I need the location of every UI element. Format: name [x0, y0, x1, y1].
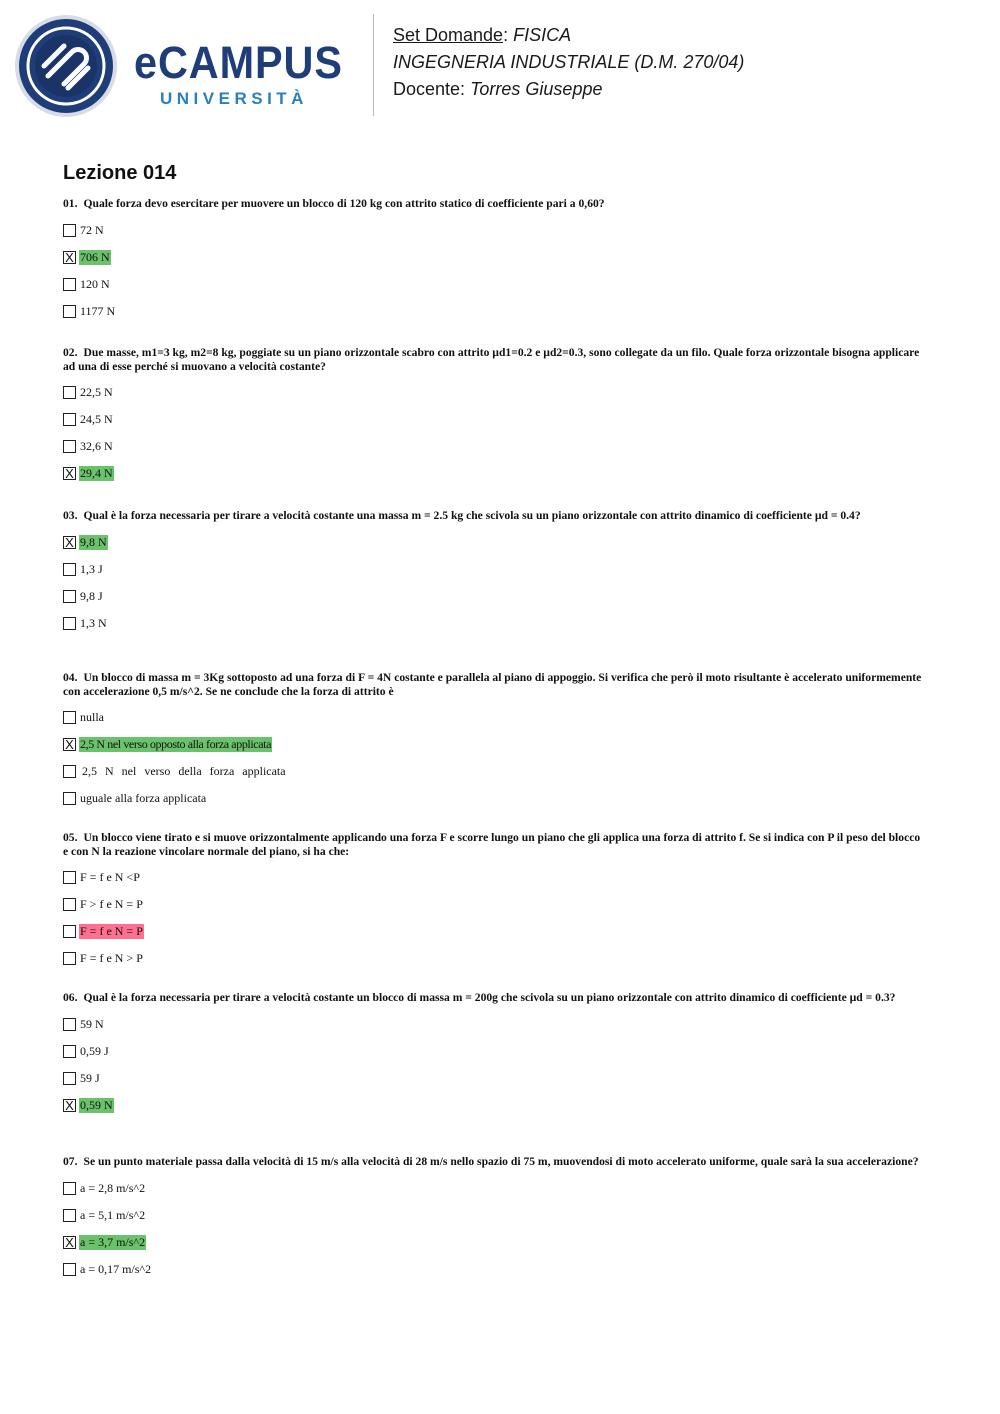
ecampus-emblem-icon — [14, 14, 118, 118]
option[interactable] — [63, 466, 923, 493]
option-label: 120 N — [80, 276, 110, 291]
set-line: Set Domande: FISICA — [393, 25, 572, 45]
checkbox[interactable] — [63, 617, 76, 630]
question-text — [63, 509, 923, 523]
header-divider — [373, 14, 374, 116]
question-07 — [63, 1155, 923, 1289]
option-list — [63, 1017, 923, 1125]
checkbox[interactable]: X — [63, 1236, 76, 1249]
question-text — [63, 671, 923, 698]
course-name: INGEGNERIA INDUSTRIALE (D.M. 270/04) — [393, 52, 745, 72]
option-label: 2,5 N nel verso della forza applicata — [82, 764, 286, 778]
docente-value: Torres Giuseppe — [470, 79, 603, 99]
option-list — [63, 1181, 923, 1289]
checkbox[interactable] — [63, 440, 76, 453]
checkbox[interactable]: X — [63, 251, 76, 264]
checkbox[interactable]: X — [63, 738, 76, 751]
checkbox[interactable] — [63, 792, 76, 805]
option[interactable] — [63, 710, 923, 737]
page-header — [0, 0, 1000, 130]
option[interactable] — [63, 791, 923, 818]
checkbox[interactable]: X — [63, 1099, 76, 1112]
option-label: a = 5,1 m/s^2 — [80, 1207, 146, 1222]
option-label: 59 J — [80, 1070, 100, 1085]
option-label: 1,3 J — [80, 561, 103, 576]
question-body: Quale forza devo esercitare per muovere un blocco di 120 kg con attrito statico di coefficiente pari a 0,60? — [83, 197, 605, 210]
question-01 — [63, 197, 923, 331]
checkbox[interactable] — [63, 1018, 76, 1031]
question-05 — [63, 831, 923, 978]
option-label: 0,59 J — [80, 1043, 109, 1058]
option[interactable] — [63, 223, 923, 250]
question-02 — [63, 346, 923, 493]
checkbox[interactable] — [63, 563, 76, 576]
checkbox[interactable] — [63, 413, 76, 426]
option-label: 22,5 N — [80, 385, 113, 399]
checkbox[interactable] — [63, 1045, 76, 1058]
option-label: 24,5 N — [80, 412, 113, 426]
question-text — [63, 831, 923, 858]
option[interactable] — [63, 737, 923, 764]
question-03 — [63, 509, 923, 643]
header-info — [393, 22, 744, 103]
question-number: 02. — [63, 346, 78, 359]
option-label: 1,3 N — [80, 615, 107, 630]
docente-line — [393, 76, 744, 103]
question-number: 03. — [63, 509, 78, 522]
option[interactable] — [63, 412, 923, 439]
option-label-correct: 2,5 N nel verso opposto alla forza applicata — [80, 737, 271, 751]
question-body: Se un punto materiale passa dalla velocità di 15 m/s alla velocità di 28 m/s nello spazio di 75 m, muovendosi di moto accelerato uniforme, quale sarà la sua accelerazione? — [83, 1155, 919, 1168]
option[interactable] — [63, 764, 923, 791]
set-label: Set Domande — [393, 25, 504, 45]
option-label: a = 0,17 m/s^2 — [80, 1261, 152, 1276]
option-label-correct-unmarked: F = f e N = P — [80, 924, 143, 938]
option[interactable] — [63, 1044, 923, 1071]
option[interactable] — [63, 277, 923, 304]
question-number: 04. — [63, 671, 78, 684]
checkbox[interactable] — [63, 898, 76, 911]
lesson-title: Lezione 014 — [63, 162, 177, 184]
checkbox[interactable] — [63, 952, 76, 965]
option-label: 9,8 J — [80, 588, 103, 603]
option[interactable] — [63, 1262, 923, 1289]
checkbox[interactable] — [63, 1182, 76, 1195]
brand-sub-text: UNIVERSITÀ — [160, 89, 308, 108]
checkbox[interactable] — [63, 224, 76, 237]
option[interactable] — [63, 616, 923, 643]
question-number: 05. — [63, 831, 78, 844]
checkbox[interactable] — [63, 765, 76, 778]
option[interactable] — [63, 250, 923, 277]
checkbox[interactable] — [63, 711, 76, 724]
question-body: Qual è la forza necessaria per tirare a velocità costante una massa m = 2.5 kg che scivola su un piano orizzontale con attrito dinamico di coefficiente µd = 0.4? — [83, 509, 861, 522]
option-list — [63, 223, 923, 331]
question-text — [63, 991, 923, 1005]
checkbox[interactable] — [63, 1072, 76, 1085]
checkbox[interactable] — [63, 590, 76, 603]
checkbox[interactable]: X — [63, 467, 76, 480]
docente-label: Docente: — [393, 79, 466, 99]
option-label-correct: 0,59 N — [80, 1097, 113, 1112]
option[interactable] — [63, 562, 923, 589]
question-body: Due masse, m1=3 kg, m2=8 kg, poggiate su un piano orizzontale scabro con attrito µd1=0.2 e µd2=0.3, sono collegate da un filo. Quale forza orizzontale bisogna applicare ad una di esse perché si muovano a velocità costante? — [63, 346, 920, 373]
option[interactable] — [63, 535, 923, 562]
option[interactable] — [63, 1208, 923, 1235]
option[interactable] — [63, 1181, 923, 1208]
option-label: F = f e N > P — [80, 951, 143, 965]
checkbox[interactable] — [63, 925, 76, 938]
question-06 — [63, 991, 923, 1125]
question-body: Un blocco viene tirato e si muove orizzontalmente applicando una forza F e scorre lungo un piano che gli applica una forza di attrito f. Se si indica con P il peso del blocco e con N la reazione vincolare normale del piano, si ha che: — [63, 831, 921, 858]
checkbox[interactable] — [63, 305, 76, 318]
checkbox[interactable] — [63, 871, 76, 884]
question-number: 01. — [63, 197, 78, 210]
option[interactable] — [63, 897, 923, 924]
question-text — [63, 346, 923, 373]
question-body: Qual è la forza necessaria per tirare a velocità costante un blocco di massa m = 200g che scivola su un piano orizzontale con attrito dinamico di coefficiente µd = 0.3? — [83, 991, 896, 1004]
option[interactable] — [63, 589, 923, 616]
option-label: nulla — [80, 710, 104, 724]
option[interactable] — [63, 385, 923, 412]
option[interactable] — [63, 1235, 923, 1262]
option-list — [63, 710, 923, 818]
option-list — [63, 870, 923, 978]
brand-logo — [134, 38, 359, 113]
option[interactable] — [63, 870, 923, 897]
option-label: F > f e N = P — [80, 897, 143, 911]
option[interactable] — [63, 951, 923, 978]
checkbox[interactable] — [63, 386, 76, 399]
course-line — [393, 49, 744, 76]
option-label: a = 2,8 m/s^2 — [80, 1180, 146, 1195]
checkbox[interactable] — [63, 1263, 76, 1276]
option-list — [63, 385, 923, 493]
option[interactable] — [63, 1071, 923, 1098]
option-label-correct: 706 N — [80, 249, 110, 264]
option-label: 59 N — [80, 1016, 104, 1031]
set-value: FISICA — [513, 25, 572, 45]
option-list — [63, 535, 923, 643]
option-label: 1177 N — [80, 303, 116, 318]
option-label: 32,6 N — [80, 439, 113, 453]
question-04 — [63, 671, 923, 818]
option-label: uguale alla forza applicata — [80, 791, 207, 805]
question-body: Un blocco di massa m = 3Kg sottoposto ad una forza di F = 4N costante e parallela al piano di appoggio. Si verifica che però il moto risultante è accelerato uniformemente con accelerazione 0,5 m/s^2. Se ne conclude che la forza di attrito è — [63, 671, 922, 698]
checkbox[interactable] — [63, 278, 76, 291]
option-label-correct: a = 3,7 m/s^2 — [80, 1234, 146, 1249]
question-text — [63, 1155, 923, 1169]
option[interactable] — [63, 1017, 923, 1044]
question-number: 07. — [63, 1155, 78, 1168]
brand-main-text: eCAMPUS — [134, 37, 343, 88]
checkbox[interactable] — [63, 1209, 76, 1222]
option[interactable] — [63, 439, 923, 466]
question-number: 06. — [63, 991, 78, 1004]
option-label: 72 N — [80, 222, 104, 237]
option[interactable] — [63, 924, 923, 951]
question-text — [63, 197, 923, 211]
checkbox[interactable]: X — [63, 536, 76, 549]
option-label-correct: 29,4 N — [80, 466, 113, 480]
option[interactable] — [63, 304, 923, 331]
option-label-correct: 9,8 N — [80, 534, 107, 549]
option[interactable] — [63, 1098, 923, 1125]
option-label: F = f e N <P — [80, 870, 140, 884]
